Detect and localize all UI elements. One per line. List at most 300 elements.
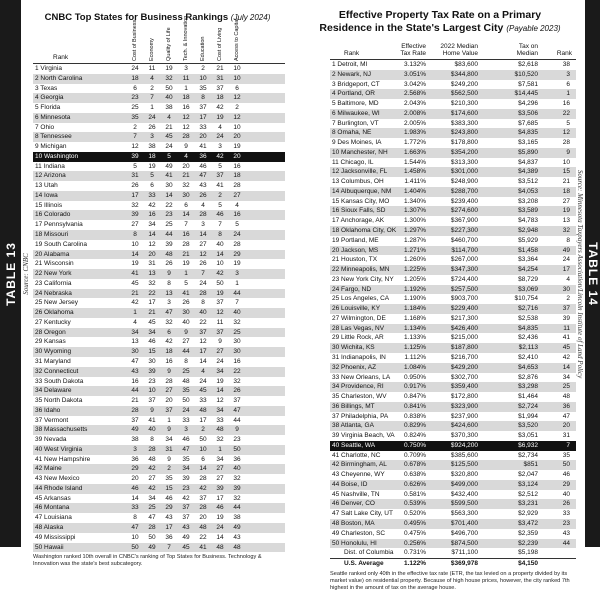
- rank-cell: 37: [216, 328, 224, 336]
- table-row: [330, 382, 576, 392]
- rank-cell: 21: [165, 123, 173, 131]
- tax-on-median: $2,929: [518, 510, 538, 518]
- tax-on-median: $2,239: [518, 539, 538, 547]
- rank-cell: 30: [233, 348, 241, 356]
- tax-on-median: $2,436: [518, 334, 538, 342]
- rank-cell: 1: [167, 416, 171, 424]
- table-row: [33, 162, 285, 172]
- rank-cell: 5: [184, 279, 188, 287]
- state-name: 23 California: [35, 279, 72, 287]
- state-name: 22 New York: [35, 270, 72, 278]
- table-row: [33, 396, 285, 406]
- rank-cell: 19: [216, 289, 224, 297]
- tax-on-median: $2,734: [518, 451, 538, 459]
- city-name: 2 Newark, NJ: [332, 70, 372, 78]
- rank-cell: 35: [182, 387, 190, 395]
- table-row: [330, 60, 576, 70]
- left-col-label: Tech. & Innovation: [183, 15, 189, 61]
- tax-on-median: $3,298: [518, 383, 538, 391]
- city-name: 23 New York City, NY: [332, 275, 394, 283]
- tax-on-median: $3,124: [518, 480, 538, 488]
- rank-cell: 46: [165, 494, 173, 502]
- rank-cell: 22: [199, 533, 207, 541]
- rank-cell: 13: [131, 338, 139, 346]
- tax-on-median: $8,729: [518, 275, 538, 283]
- rank-cell: 33: [199, 123, 207, 131]
- rank-cell: 1: [184, 270, 188, 278]
- table-row: [330, 333, 576, 343]
- table-row: [33, 191, 285, 201]
- table-row: [33, 416, 285, 426]
- table-row: [330, 353, 576, 363]
- rank-cell: 10: [148, 387, 156, 395]
- state-name: 44 Rhode Island: [35, 484, 83, 492]
- city-name: 9 Des Moines, IA: [332, 139, 382, 147]
- rank-cell: 41: [199, 143, 207, 151]
- city-name: 4 Portland, OR: [332, 90, 375, 98]
- tax-on-median: $4,296: [518, 100, 538, 108]
- tax-on-median: $3,208: [518, 197, 538, 205]
- city-name: 1 Detroit, MI: [332, 61, 368, 68]
- rank-cell: 50: [148, 533, 156, 541]
- table-row: [33, 113, 285, 123]
- rank-cell: 46: [216, 504, 224, 512]
- rank-cell: 14: [199, 357, 207, 365]
- rank-cell: 31: [216, 74, 224, 82]
- median-home-value: $711,100: [451, 549, 478, 557]
- right-table-header: [330, 36, 576, 60]
- right-table-title: Effective Property Tax Rate on a Primary Residence in the State's Largest City (Payable 2023): [319, 9, 561, 34]
- rank-cell: 19: [216, 113, 224, 121]
- effective-tax-rate: 1.307%: [403, 207, 426, 215]
- table-row: [33, 152, 285, 162]
- rank-cell: 26: [165, 260, 173, 268]
- effective-tax-rate: 1.112%: [404, 353, 426, 361]
- rank-cell: 37: [182, 514, 190, 522]
- rank-cell: 41: [216, 182, 224, 190]
- table-row: [33, 464, 285, 474]
- table-row: [330, 226, 576, 236]
- table-row: [33, 377, 285, 387]
- state-name: 45 Arkansas: [35, 494, 71, 502]
- rank-cell: 20: [148, 250, 156, 258]
- state-name: 8 Tennessee: [35, 133, 72, 141]
- table-row: [330, 138, 576, 148]
- rank-cell: 9: [184, 328, 188, 336]
- tax-rank: 44: [562, 539, 570, 547]
- rank-cell: 7: [184, 221, 188, 229]
- rank-cell: 50: [233, 445, 241, 453]
- rank-cell: 11: [182, 74, 190, 82]
- table-row: [330, 519, 576, 529]
- rank-cell: 8: [201, 94, 205, 102]
- table-row: [330, 509, 576, 519]
- rank-cell: 22: [148, 289, 156, 297]
- city-name: 10 Manchester, NH: [332, 148, 388, 156]
- tax-rank: 38: [562, 61, 570, 68]
- median-home-value: $217,300: [450, 314, 478, 322]
- median-home-value: $257,500: [450, 285, 478, 293]
- rank-cell: 18: [131, 74, 139, 82]
- rank-cell: 30: [165, 182, 173, 190]
- rank-cell: 3: [201, 221, 205, 229]
- rank-cell: 19: [233, 260, 241, 268]
- table-row: [330, 304, 576, 314]
- rank-cell: 11: [148, 65, 156, 72]
- state-name: 15 Illinois: [35, 201, 63, 209]
- rank-cell: 12: [199, 250, 207, 258]
- right-table-body: [330, 60, 576, 568]
- state-name: 26 Oklahoma: [35, 309, 74, 317]
- effective-tax-rate: 0.750%: [403, 441, 426, 449]
- effective-tax-rate: 1.404%: [403, 187, 426, 195]
- tax-rank: 40: [562, 490, 570, 498]
- median-home-value: $288,700: [450, 187, 478, 195]
- table-row: [330, 99, 576, 109]
- city-name: 5 Baltimore, MD: [332, 100, 379, 108]
- rank-cell: 3: [133, 445, 137, 453]
- tax-rank: 32: [562, 227, 570, 235]
- state-name: 49 Mississippi: [35, 533, 76, 541]
- median-home-value: $229,400: [450, 305, 478, 313]
- tax-rank: 36: [562, 402, 570, 410]
- effective-tax-rate: 0.838%: [403, 412, 426, 420]
- rank-cell: 26: [233, 387, 241, 395]
- rank-cell: 33: [199, 397, 207, 405]
- table-13-band: [0, 0, 21, 547]
- table-row: [330, 539, 576, 549]
- effective-tax-rate: 1.125%: [403, 344, 426, 352]
- table-row: [330, 128, 576, 138]
- rank-cell: 1: [150, 104, 154, 112]
- state-name: 48 Alaska: [35, 523, 64, 531]
- tax-on-median: $1,994: [518, 412, 538, 420]
- left-table-title: CNBC Top States for Business Rankings (July 2024): [44, 12, 271, 23]
- median-home-value: $215,000: [450, 334, 478, 342]
- rank-cell: 42: [199, 484, 207, 492]
- city-name: 32 Phoenix, AZ: [332, 363, 377, 371]
- median-home-value: $359,400: [450, 383, 478, 391]
- tax-rank: 10: [562, 158, 570, 166]
- rank-cell: 10: [199, 74, 207, 82]
- effective-tax-rate: 1.300%: [403, 217, 426, 225]
- rank-cell: 17: [199, 113, 207, 121]
- rank-cell: 30: [131, 348, 139, 356]
- table-row: [330, 343, 576, 353]
- city-name: 18 Oklahoma City, OK: [332, 227, 397, 235]
- effective-tax-rate: 1.297%: [403, 227, 426, 235]
- city-name: 20 Jackson, MS: [332, 246, 379, 254]
- tax-on-median: $3,512: [518, 178, 538, 186]
- rank-cell: 3: [167, 299, 171, 307]
- rank-cell: 34: [148, 328, 156, 336]
- state-name: 43 New Mexico: [35, 475, 80, 483]
- rank-cell: 34: [131, 328, 139, 336]
- rank-cell: 1: [184, 84, 188, 92]
- rank-cell: 18: [216, 94, 224, 102]
- rank-cell: 7: [167, 543, 171, 551]
- rank-cell: 26: [199, 191, 207, 199]
- tax-rank: 21: [562, 178, 570, 186]
- rank-cell: 14: [182, 211, 190, 219]
- city-name: 25 Los Angeles, CA: [332, 295, 390, 303]
- table-row: [33, 132, 285, 142]
- rank-cell: 16: [182, 231, 190, 239]
- rank-cell: 9: [218, 338, 222, 346]
- median-home-value: $301,000: [450, 168, 478, 176]
- state-name: 5 Florida: [35, 104, 61, 112]
- tax-on-median: $4,837: [518, 158, 538, 166]
- tax-on-median: $14,445: [514, 90, 538, 98]
- rank-cell: 21: [131, 289, 139, 297]
- table-row: [33, 435, 285, 445]
- right-col-2: 2022 Median Home Value: [440, 43, 478, 57]
- tax-on-median: $3,520: [518, 422, 538, 430]
- tax-on-median: $1,464: [518, 393, 538, 401]
- rank-cell: 16: [165, 357, 173, 365]
- tax-on-median: $4,053: [518, 187, 538, 195]
- rank-cell: 2: [201, 65, 205, 72]
- effective-tax-rate: 2.043%: [403, 100, 426, 108]
- rank-cell: 37: [216, 299, 224, 307]
- table-row: [330, 490, 576, 500]
- rank-cell: 35: [165, 475, 173, 483]
- rank-cell: 42: [182, 494, 190, 502]
- city-name: Dist. of Columbia: [344, 549, 394, 557]
- rank-cell: 12: [182, 113, 190, 121]
- tax-on-median: $2,538: [518, 314, 538, 322]
- state-name: 28 Oregon: [35, 328, 66, 336]
- rank-cell: 20: [233, 152, 241, 160]
- state-name: 13 Utah: [35, 182, 58, 190]
- tax-rank: 12: [562, 129, 570, 137]
- rank-cell: 29: [165, 504, 173, 512]
- tax-on-median: $2,716: [518, 305, 538, 313]
- rank-cell: 10: [233, 123, 241, 131]
- rank-cell: 2: [133, 123, 137, 131]
- effective-tax-rate: 1.287%: [403, 236, 426, 244]
- table-row: [330, 363, 576, 373]
- rank-cell: 10: [131, 240, 139, 248]
- rank-cell: 31: [131, 172, 139, 180]
- table-row: [33, 171, 285, 181]
- effective-tax-rate: 0.678%: [403, 461, 426, 469]
- tax-on-median: $5,198: [518, 549, 538, 557]
- rank-cell: 14: [148, 231, 156, 239]
- state-name: 24 Nebraska: [35, 289, 72, 297]
- table-row: [33, 103, 285, 113]
- us-average-row: [330, 558, 576, 568]
- left-col-label: Access to Capital: [234, 18, 240, 61]
- median-home-value: $302,700: [450, 373, 478, 381]
- rank-cell: 7: [235, 299, 239, 307]
- table-row: [33, 259, 285, 269]
- rank-cell: 46: [216, 211, 224, 219]
- city-name: 48 Boston, MA: [332, 519, 375, 527]
- rank-cell: 37: [216, 172, 224, 180]
- table-row: [33, 494, 285, 504]
- right-col-1: Effective Tax Rate: [400, 43, 426, 57]
- rank-cell: 14: [165, 191, 173, 199]
- rank-cell: 39: [165, 240, 173, 248]
- city-name: 31 Indianapolis, IN: [332, 353, 386, 361]
- rank-cell: 30: [233, 338, 241, 346]
- table-row: [330, 451, 576, 461]
- median-home-value: $347,300: [450, 266, 478, 274]
- rank-cell: 20: [233, 133, 241, 141]
- rank-cell: 17: [165, 523, 173, 531]
- right-title-note: (Payable 2023): [506, 24, 561, 33]
- rank-cell: 49: [182, 533, 190, 541]
- left-col-header: [146, 27, 158, 61]
- effective-tax-rate: 1.544%: [403, 158, 426, 166]
- rank-cell: 50: [182, 397, 190, 405]
- table-row: [33, 279, 285, 289]
- tax-rank: 17: [562, 266, 570, 274]
- city-name: 33 New Orleans, LA: [332, 373, 391, 381]
- rank-cell: 14: [199, 465, 207, 473]
- table-row: [330, 499, 576, 509]
- tax-rank: 8: [566, 236, 570, 244]
- state-name: 29 Kansas: [35, 338, 66, 346]
- rank-cell: 4: [150, 74, 154, 82]
- left-col-header: [180, 15, 192, 61]
- tax-rank: 1: [566, 90, 570, 98]
- rank-cell: 28: [233, 182, 241, 190]
- rank-cell: 34: [148, 494, 156, 502]
- rank-cell: 14: [216, 250, 224, 258]
- rank-cell: 12: [216, 309, 224, 317]
- tax-on-median: $3,231: [518, 500, 538, 508]
- rank-cell: 14: [216, 533, 224, 541]
- rank-cell: 37: [233, 397, 241, 405]
- rank-cell: 10: [233, 65, 241, 72]
- rank-cell: 48: [148, 455, 156, 463]
- table-row: [33, 523, 285, 533]
- tax-rank: 46: [562, 471, 570, 479]
- rank-cell: 43: [165, 514, 173, 522]
- rank-cell: 24: [216, 357, 224, 365]
- effective-tax-rate: 1.458%: [403, 168, 426, 176]
- tax-rank: 30: [562, 285, 570, 293]
- table-row: [33, 503, 285, 513]
- rank-cell: 27: [182, 338, 190, 346]
- rank-cell: 45: [148, 318, 156, 326]
- rank-cell: 16: [233, 162, 241, 170]
- rank-cell: 33: [131, 504, 139, 512]
- table-row: [33, 84, 285, 94]
- effective-tax-rate: 1.271%: [403, 246, 426, 254]
- left-col-header: [231, 18, 243, 61]
- tax-rank: 33: [562, 510, 570, 518]
- rank-cell: 39: [233, 484, 241, 492]
- rank-cell: 2: [201, 426, 205, 434]
- rank-cell: 33: [182, 416, 190, 424]
- rank-cell: 18: [233, 172, 241, 180]
- tax-on-median: $5,929: [518, 236, 538, 244]
- median-home-value: $174,600: [450, 109, 478, 117]
- rank-cell: 24: [182, 406, 190, 414]
- table-row: [330, 109, 576, 119]
- rank-cell: 40: [165, 94, 173, 102]
- rank-cell: 37: [165, 406, 173, 414]
- median-home-value: $249,200: [450, 80, 478, 88]
- city-name: 50 Honolulu, HI: [332, 539, 377, 547]
- rank-cell: 22: [233, 367, 241, 375]
- table-row: [33, 210, 285, 220]
- rank-cell: 8: [184, 357, 188, 365]
- median-home-value: $599,500: [450, 500, 478, 508]
- rank-cell: 19: [233, 143, 241, 151]
- tax-on-median: $4,783: [518, 217, 538, 225]
- rank-cell: 37: [216, 84, 224, 92]
- rank-cell: 43: [182, 523, 190, 531]
- city-name: 26 Louisville, KY: [332, 305, 381, 313]
- city-name: 37 Philadelphia, PA: [332, 412, 389, 420]
- city-name: 41 Charlotte, NC: [332, 451, 381, 459]
- table-row: [330, 412, 576, 422]
- left-col-label: Education: [200, 36, 206, 61]
- state-name: 40 West Virginia: [35, 445, 83, 453]
- effective-tax-rate: 1.772%: [403, 139, 426, 147]
- effective-tax-rate: 1.411%: [404, 178, 426, 186]
- effective-tax-rate: 1.260%: [403, 256, 426, 264]
- state-name: 12 Arizona: [35, 172, 66, 180]
- table-row: [330, 148, 576, 158]
- tax-rank: 20: [562, 422, 570, 430]
- rank-cell: 32: [233, 377, 241, 385]
- median-home-value: $429,200: [450, 363, 478, 371]
- effective-tax-rate: 1.168%: [403, 314, 426, 322]
- tax-rank: 47: [562, 412, 570, 420]
- state-name: 35 North Dakota: [35, 397, 83, 405]
- rank-cell: 42: [131, 299, 139, 307]
- rank-cell: 10: [131, 533, 139, 541]
- table-row: [330, 441, 576, 451]
- left-title-note: (July 2024): [230, 13, 271, 22]
- effective-tax-rate: 0.475%: [403, 529, 426, 537]
- rank-cell: 24: [131, 65, 139, 72]
- rank-cell: 6: [133, 84, 137, 92]
- rank-cell: 12: [182, 123, 190, 131]
- table-row: [330, 529, 576, 539]
- median-home-value: $344,800: [450, 70, 478, 78]
- rank-cell: 14: [199, 231, 207, 239]
- tax-rank: 37: [562, 305, 570, 313]
- state-name: 33 South Dakota: [35, 377, 84, 385]
- tax-rank: 29: [562, 480, 570, 488]
- table-row: [330, 460, 576, 470]
- effective-tax-rate: 0.520%: [403, 510, 426, 518]
- rank-cell: 25: [148, 504, 156, 512]
- right-col-0: Rank: [344, 50, 360, 57]
- state-name: 31 Maryland: [35, 357, 71, 365]
- rank-cell: 49: [233, 523, 241, 531]
- rank-cell: 5: [235, 221, 239, 229]
- tax-rank: 26: [562, 500, 570, 508]
- table-row: [330, 480, 576, 490]
- tax-on-median: $3,506: [518, 109, 538, 117]
- table-row: [330, 294, 576, 304]
- effective-tax-rate: 0.256%: [403, 539, 426, 547]
- table-row: [33, 250, 285, 260]
- rank-cell: 34: [216, 455, 224, 463]
- median-home-value: $385,600: [450, 451, 478, 459]
- tax-on-median: $4,835: [518, 129, 538, 137]
- tax-on-median: $10,520: [514, 70, 538, 78]
- rank-cell: 47: [233, 406, 241, 414]
- city-name: 8 Omaha, NE: [332, 129, 372, 137]
